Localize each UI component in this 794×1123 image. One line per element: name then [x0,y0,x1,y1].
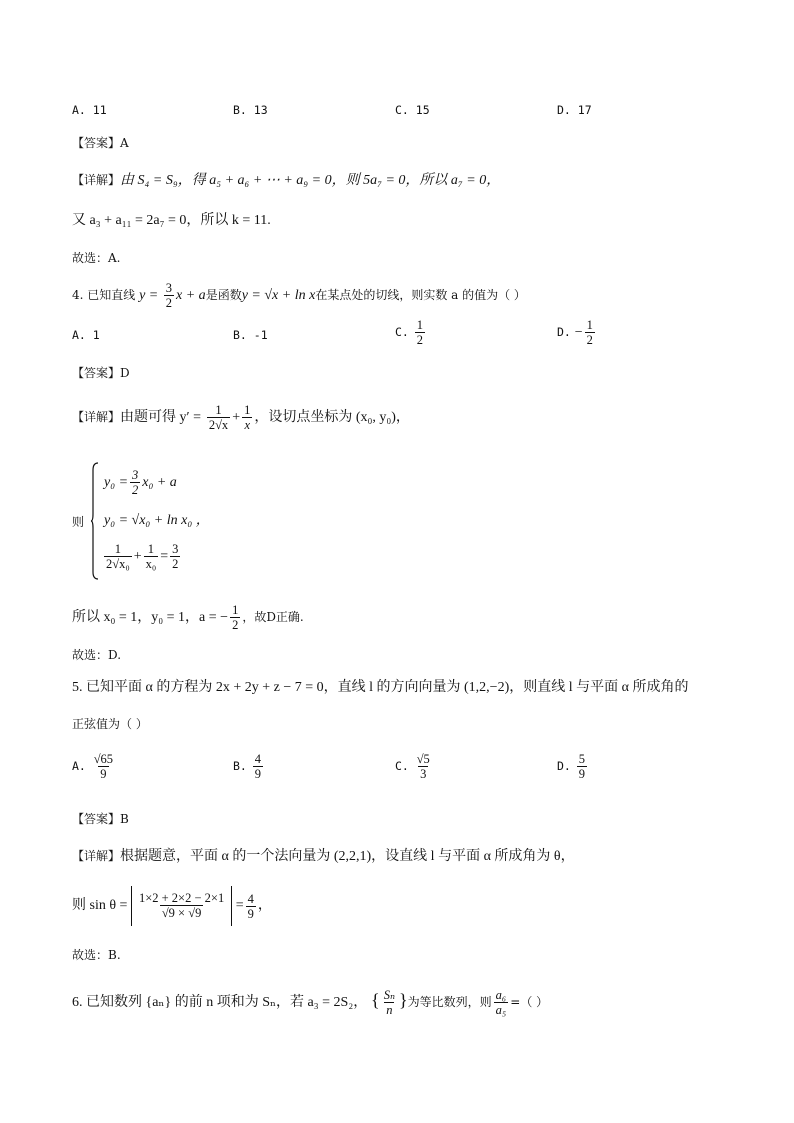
numerator: 3 [172,542,179,557]
numerator: 3 [165,281,173,295]
option-fraction [577,752,587,781]
numerator: 1 [416,318,423,332]
denominator: 2√x₀ [106,557,130,572]
q5-detail-post: ， [257,898,272,914]
option-fraction [253,752,263,781]
plus-sign: + [133,549,142,564]
q4-option-d [557,318,597,347]
q4-stem-post: 在某点处的切线，则实数 a 的值为（ ） [315,288,526,302]
q3-option-c: C. 15 [395,103,430,117]
q5-detail-line-1 [72,846,575,867]
q3-detail-line-2: 又 a₃ + a₁₁ = 2a₇ = 0，所以 k = 11. [72,213,271,228]
q5-result-fraction [246,892,256,921]
q4-detail-post: ，设切点坐标为 (x₀, y₀)， [254,410,410,425]
q5-option-a [72,752,117,781]
detail-tag: 【详解】 [72,849,121,863]
q5-option-b [233,752,265,781]
denominator: 9 [100,767,107,781]
sys1-pre: y₀ = [104,475,129,490]
numerator: 1 [147,542,155,557]
q4-stem-pre: 4. 已知直线 [72,288,136,302]
q4-line-eq-tail: x + a [176,288,206,303]
denominator: n [386,1003,393,1017]
q4-option-c [395,318,427,347]
numerator: 4 [254,752,261,766]
denominator: 3 [420,767,427,781]
q5-answer [72,809,129,829]
q3-option-b: B. 13 [233,103,268,117]
detail-tag: 【详解】 [72,410,121,424]
option-label: D. [557,759,571,773]
q4-function: y = √x + ln x [241,288,316,303]
denominator: 2 [132,483,139,498]
q4-stem [72,280,526,311]
q4-option-a: A. 1 [72,328,100,342]
abs-value-bars [131,886,232,926]
denominator: √9 × √9 [161,906,202,921]
q4-answer [72,363,130,383]
q3-detail-text-1: 由 S₄ = S₉，得 a₅ + a₆ + ⋯ + a₉ = 0，则 5a₇ = 0，所以 a₇ = 0， [120,173,501,188]
q4-detail-pre: 由题可得 y′ = [120,410,201,425]
q3-detail-line-1 [72,170,500,191]
q5-detail-text-1: 根据题意，平面 α 的一个法向量为 (2,2,1)，设直线 l 与平面 α 所成角为 θ， [120,849,575,864]
q4-result-fraction [230,603,240,632]
denominator: x₀ [145,557,157,572]
numerator: a₆ [495,988,507,1002]
q5-stem-line-1: 5. 已知平面 α 的方程为 2x + 2y + z − 7 = 0，直线 l 的方向向量为 (1,2,−2)，则直线 l 与平面 α 所成角的 [72,680,689,695]
q4-result [72,602,304,633]
q5-stem-line-2: 正弦值为（ ） [72,717,148,731]
denominator: x [244,418,250,432]
q3-choose: 故选：A. [72,251,121,265]
system-brace [91,462,99,580]
numerator: 1 [586,318,593,332]
numerator: Sₙ [383,988,396,1002]
q5-option-c [395,752,434,781]
option-fraction [415,318,425,347]
q4-stem-mid: 是函数 [205,288,242,302]
numerator: 5 [578,752,585,766]
detail-tag: 【详解】 [72,173,121,187]
q6-ratio-fraction [494,988,509,1017]
denominator: a₅ [495,1003,507,1017]
system-row-1 [104,468,177,498]
numerator: √65 [93,752,114,766]
q3-option-d: D. 17 [557,103,592,117]
q4-deriv-frac-2 [242,403,252,432]
denominator: 2 [232,618,239,632]
option-fraction [585,318,595,347]
q5-detail-pre: 则 sin θ = [72,898,128,914]
numerator: 1 [114,542,121,557]
right-brace: } [399,990,408,1010]
plus-sign: + [232,410,241,425]
answer-tag: 【答案】 [72,812,121,826]
numerator: 1 [244,403,251,417]
denominator: 9 [254,767,261,781]
numerator: 3 [132,468,139,483]
q6-seq-fraction [382,988,397,1017]
q4-line-eq: y = [139,288,162,303]
equals-sign: = [160,549,169,564]
system-row-2: y₀ = √x₀ + ln x₀ ， [104,513,210,528]
q4-deriv-frac-1 [207,403,230,432]
answer-tag: 【答案】 [72,366,121,380]
denominator: 2 [172,557,179,572]
q6-stem-mid: 为等比数列，则 [407,995,492,1009]
answer-value: D [120,366,130,380]
q6-stem-pre: 6. 已知数列 {aₙ} 的前 n 项和为 Sₙ，若 a₃ = 2S₂， [72,995,368,1010]
option-fraction [415,752,432,781]
denominator: 9 [247,906,254,921]
denominator: 2 [416,333,423,347]
numerator: 1 [215,403,222,417]
answer-tag: 【答案】 [72,136,121,150]
q4-detail [72,400,410,435]
sys1-fraction [130,468,140,497]
sys3-frac-1 [104,542,132,571]
answer-value: A [120,136,129,150]
q4-choose: 故选：D. [72,648,122,662]
option-fraction [92,752,115,781]
q6-stem-post: =（ ） [510,995,549,1009]
denominator: 2 [165,296,173,310]
q6-stem [72,982,548,1021]
q5-option-d [557,752,589,781]
system-row-3 [102,540,182,574]
sys-then: 则 [72,515,85,529]
minus-sign: − [574,325,583,340]
numerator: 1 [232,603,239,617]
q5-sin-fraction [137,891,226,920]
sys1-post: x₀ + a [142,475,177,490]
q3-option-a: A. 11 [72,103,107,117]
answer-value: B [120,812,129,826]
denominator: 2√x [208,418,229,432]
option-label: A. [72,759,86,773]
denominator: 9 [578,767,585,781]
option-label: C. [395,759,409,773]
option-label: D. [557,325,571,339]
numerator: 4 [247,891,254,906]
sys3-frac-2 [144,542,159,571]
left-brace: { [371,990,380,1010]
q4-option-b: B. -1 [233,328,268,342]
q5-choose: 故选：B. [72,948,121,962]
q5-detail-line-2 [72,886,272,926]
option-label: B. [233,759,247,773]
q4-result-pre: 所以 x₀ = 1，y₀ = 1，a = − [72,610,229,625]
denominator: 2 [586,333,593,347]
q3-answer [72,133,129,153]
equals-sign: = [235,898,244,914]
sys3-frac-3 [170,542,180,571]
q4-stem-fraction [164,281,174,310]
q4-result-post: ，故D正确. [242,610,304,624]
option-label: C. [395,325,409,339]
numerator: √5 [416,752,430,766]
numerator: 1×2 + 2×2 − 2×1 [138,891,225,906]
